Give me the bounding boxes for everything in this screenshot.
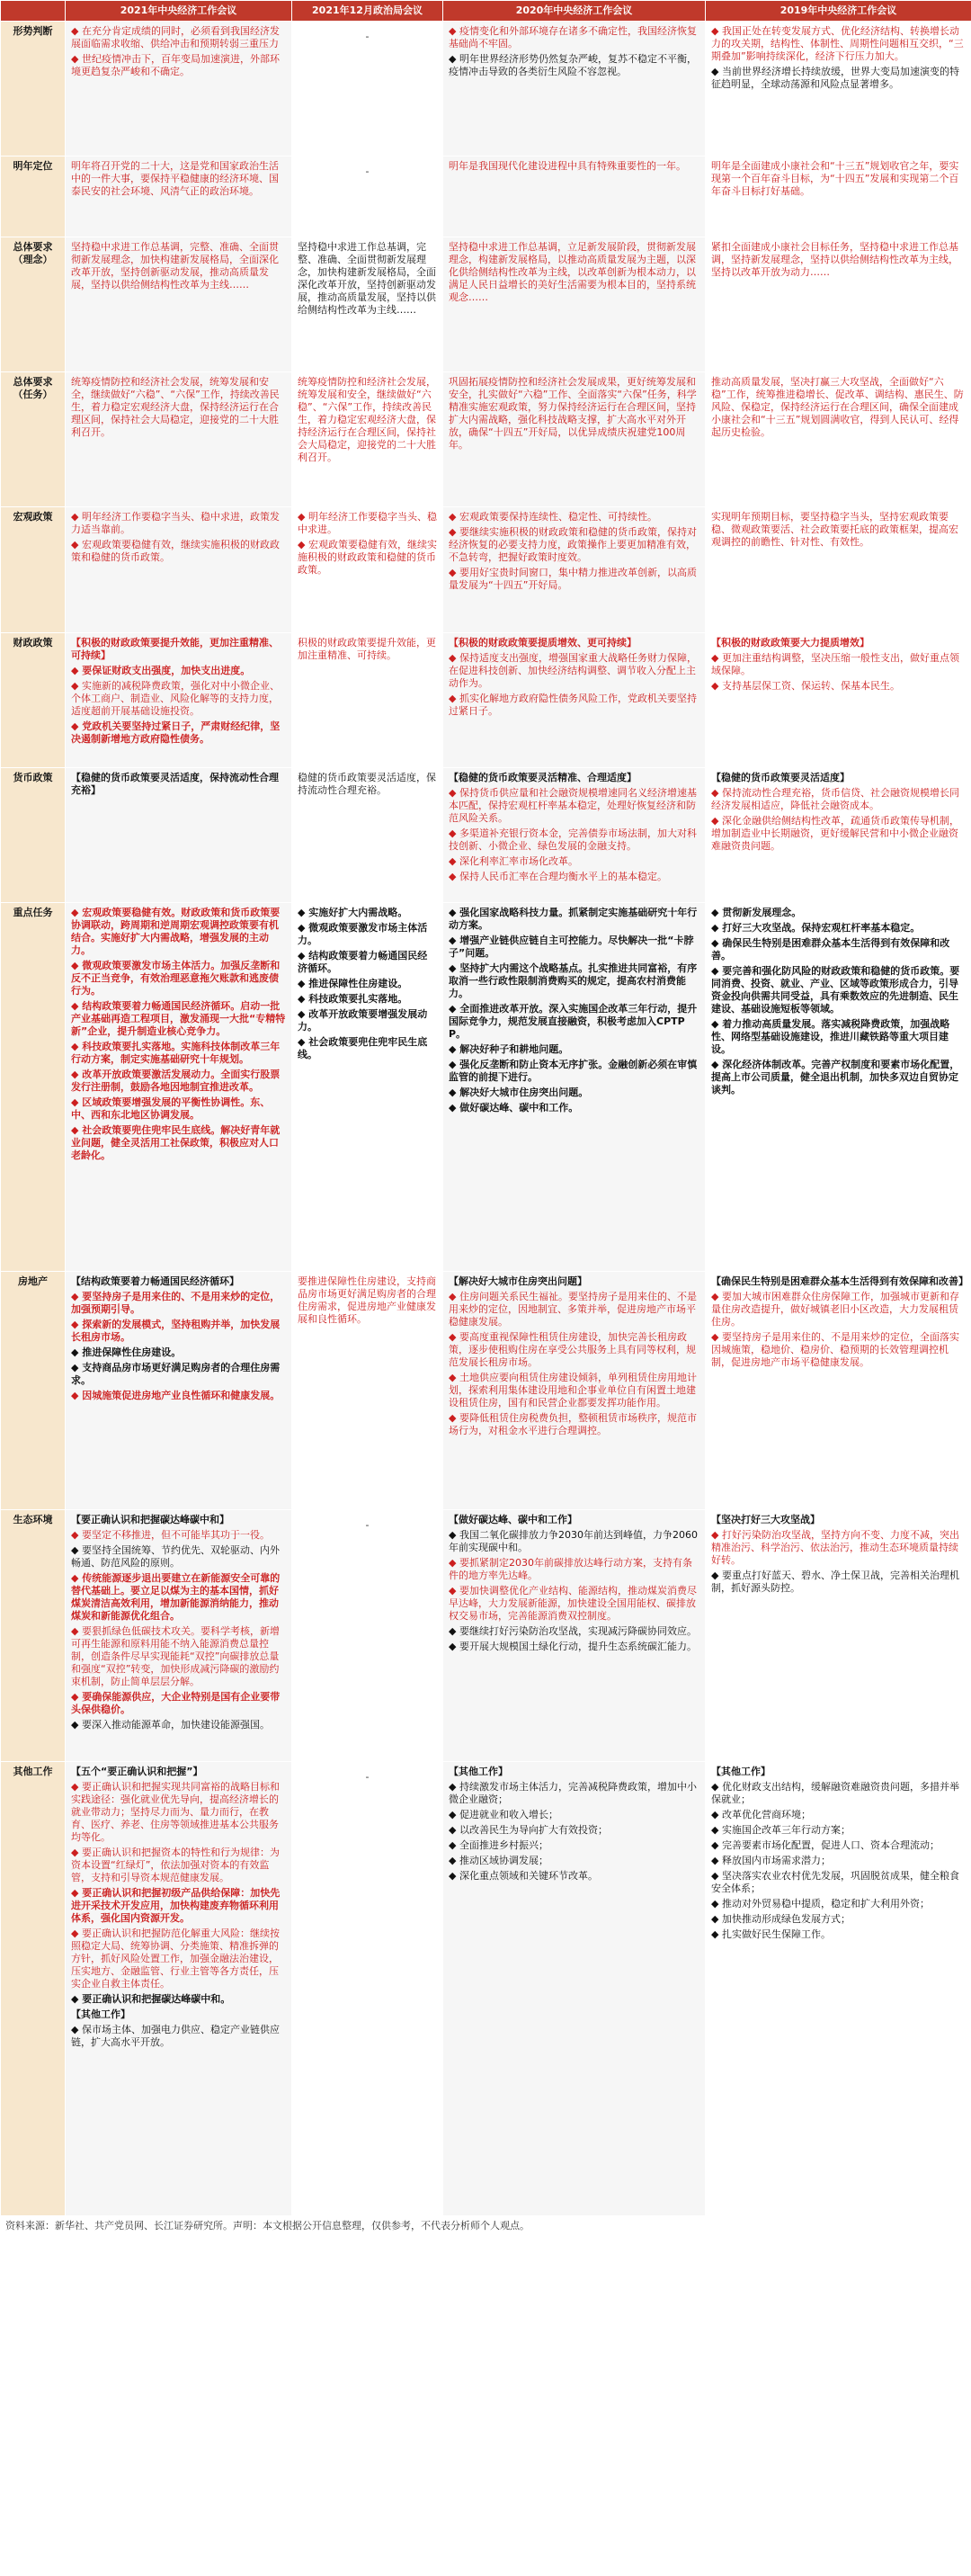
cell-text: 明年将召开党的二十大，这是党和国家政治生活中的一件大事，要保持平稳健康的经济环境、国泰民安的社会环境、风清气正的政治环境。 (71, 160, 279, 197)
cell-text: ◆ 土地供应要向租赁住房建设倾斜，单列租赁住房用地计划，探索利用集体建设用地和企事业单位自有闲置土地建设租赁住房，国有和民营企业都要发挥功能作用。 (449, 1372, 697, 1409)
cell-text: 【做好碳达峰、碳中和工作】 (449, 1514, 577, 1525)
cell-text: ◆ 打好污染防治攻坚战，坚持方向不变、力度不减，突出精准治污、科学治污、依法治污，推动生态环境质量持续好转。 (711, 1529, 959, 1566)
cell-2021-politburo (292, 1272, 443, 1510)
source-footnote: 资料来源：新华社、共产党员网、长江证券研究所。声明：本文根据公开信息整理，仅供参考，不代表分析师个人观点。 (5, 2220, 530, 2232)
cell-text: ◆ 解决好大城市住房突出问题。 (449, 1087, 589, 1098)
cell-2021-ceec (66, 1510, 292, 1762)
cell-text: ◆ 宏观政策要保持连续性、稳定性、可持续性。 (449, 511, 657, 523)
table-row (1, 1510, 971, 1762)
cell-text: 推动高质量发展，坚决打赢三大攻坚战，全面做好“六稳”工作，统筹推进稳增长、促改革、调结构、惠民生、防风险、保稳定，保持经济运行在合理区间，确保全面建成小康社会和“十三五”规划圆满收官，得到人民认可、经得起历史检验。 (711, 376, 964, 438)
cell-text: ◆ 宏观政策要稳健有效，继续实施积极的财政政策和稳健的货币政策。 (298, 539, 437, 576)
cell-text: ◆ 传统能源逐步退出要建立在新能源安全可靠的替代基础上。要立足以煤为主的基本国情，抓好煤炭清洁高效利用，增加新能源消纳能力，推动煤炭和新能源优化组合。 (71, 1572, 281, 1622)
cell-2020-ceec (443, 633, 706, 768)
cell-2020-ceec (443, 372, 706, 507)
cell-2020-ceec (443, 768, 706, 903)
cell-text: ◆ 要保证财政支出强度，加快支出进度。 (71, 665, 251, 676)
cell-2020-ceec (443, 157, 706, 237)
cell-text: 【五个“要正确认识和把握”】 (71, 1766, 203, 1777)
cell-text: ◆ 保市场主体、加强电力供应、稳定产业链供应链，扩大高水平开放。 (71, 2024, 280, 2048)
table-row (1, 903, 971, 1272)
cell-2021-politburo (292, 372, 443, 507)
cell-text: ◆ 保持流动性合理充裕，货币信贷、社会融资规模增长同经济发展相适应，降低社会融资成本。 (711, 787, 959, 811)
cell-text: ◆ 深化利率汇率市场化改革。 (449, 855, 578, 867)
cell-text: ◆ 多渠道补充银行资本金，完善债券市场法制，加大对科技创新、小微企业、绿色发展的金融支持。 (449, 827, 697, 852)
cell-text: ◆ 强化国家战略科技力量。抓紧制定实施基础研究十年行动方案。 (449, 907, 698, 931)
cell-text: ◆ 要继续打好污染防治攻坚战，实现减污降碳协同效应。 (449, 1625, 697, 1637)
cell-2020-ceec (443, 903, 706, 1272)
cell-2019-ceec (706, 768, 971, 903)
cell-text: ◆ 要加大城市困难群众住房保障工作，加强城市更新和存量住房改造提升，做好城镇老旧小区改造，大力发展租赁住房。 (711, 1291, 959, 1328)
cell-text: ◆ 持续激发市场主体活力，完善减税降费政策，增加中小微企业融资； (449, 1781, 697, 1805)
row-label: 总体要求（任务） (1, 372, 66, 507)
cell-text: ◆ 要正确认识和把握实现共同富裕的战略目标和实践途径：强化就业优先导向，提高经济增长的就业带动力；坚持尽力而为、量力而行，在教育、医疗、养老、住房等领域推进基本公共服务均等化。 (71, 1781, 280, 1843)
cell-text: ◆ 我国二氧化碳排放力争2030年前达到峰值，力争2060年前实现碳中和。 (449, 1529, 698, 1553)
cell-2020-ceec (443, 237, 706, 372)
cell-text: ◆ 着力推动高质量发展。落实减税降费政策，加强战略性、网络型基础设施建设，推进川藏铁路等重大项目建设。 (711, 1018, 950, 1055)
cell-text: ◆ 因城施策促进房地产业良性循环和健康发展。 (71, 1390, 281, 1401)
cell-text: 【确保民生特别是困难群众基本生活得到有效保障和改善】 (711, 1275, 968, 1287)
cell-text: ◆ 确保民生特别是困难群众基本生活得到有效保障和改善。 (711, 937, 950, 962)
cell-text: ◆ 推动区域协调发展； (449, 1855, 548, 1866)
cell-2021-politburo (292, 157, 443, 237)
cell-text: 明年是全面建成小康社会和“十三五”规划收官之年，要实现第一个百年奋斗目标，为“十四五”发展和实现第二个百年奋斗目标打好基础。 (711, 160, 959, 197)
cell-text: 【稳健的货币政策要灵活适度】 (711, 772, 850, 783)
row-label: 宏观政策 (1, 507, 66, 633)
cell-2019-ceec (706, 22, 971, 157)
cell-2020-ceec (443, 1762, 706, 2216)
cell-text: 紧扣全面建成小康社会目标任务，坚持稳中求进工作总基调，坚持新发展理念，坚持以供给侧结构性改革为主线，坚持以改革开放为动力…… (711, 241, 958, 278)
cell-text: ◆ 支持商品房市场更好满足购房者的合理住房需求。 (71, 1362, 281, 1386)
cell-text: ◆ 宏观政策要稳健有效。财政政策和货币政策要协调联动，跨周期和逆周期宏观调控政策要有机结合。实施好扩大内需战略，增强发展的主动力。 (71, 907, 281, 956)
cell-text: ◆ 结构政策要着力畅通国民经济循环。 (298, 950, 428, 974)
cell-text: ◆ 要狠抓绿色低碳技术攻关。要科学考核，新增可再生能源和原料用能不纳入能源消费总量控制，创造条件尽早实现能耗“双控”向碳排放总量和强度“双控”转变，加快形成减污降碳的激励约束机制，防止简单层层分解。 (71, 1625, 280, 1687)
cell-text: ◆ 疫情变化和外部环境存在诸多不确定性，我国经济恢复基础尚不牢固。 (449, 25, 697, 49)
row-label: 重点任务 (1, 903, 66, 1272)
cell-text: ◆ 推进保障性住房建设。 (71, 1346, 182, 1358)
row-label: 货币政策 (1, 768, 66, 903)
cell-text: ◆ 贯彻新发展理念。 (711, 907, 802, 918)
cell-text: ◆ 全面推进乡村振兴； (449, 1839, 548, 1851)
cell-text: ◆ 实施好扩大内需战略。 (298, 907, 408, 918)
cell-2021-ceec (66, 1272, 292, 1510)
cell-text: ◆ 要加快调整优化产业结构、能源结构，推动煤炭消费尽早达峰，大力发展新能源，加快建设全国用能权、碳排放权交易市场，完善能源消费双控制度。 (449, 1585, 697, 1622)
cell-2021-ceec (66, 22, 292, 157)
cell-text: ◆ 强化反垄断和防止资本无序扩张。金融创新必须在审慎监管的前提下进行。 (449, 1059, 698, 1083)
cell-text: ◆ 明年经济工作要稳字当头、稳中求进，政策发力适当靠前。 (71, 511, 280, 535)
cell-2019-ceec (706, 237, 971, 372)
cell-text: 巩固拓展疫情防控和经济社会发展成果，更好统筹发展和安全，扎实做好“六稳”工作、全面落实“六保”任务，科学精准实施宏观政策，努力保持经济运行在合理区间，坚持扩大内需战略，强化科技战略支撑，扩大高水平对外开放，确保“十四五”开好局，以优异成绩庆祝建党100周年。 (449, 376, 697, 451)
cell-text: ◆ 释放国内市场需求潜力； (711, 1855, 831, 1866)
cell-text: ◆ 推动对外贸易稳中提质，稳定和扩大利用外资； (711, 1898, 930, 1910)
cell-text: 要推进保障性住房建设，支持商品房市场更好满足购房者的合理住房需求，促进房地产业健康发展和良性循环。 (298, 1275, 436, 1325)
cell-text: ◆ 实施新的减税降费政策，强化对中小微企业、个体工商户、制造业、风险化解等的支持力度，适度超前开展基础设施投资。 (71, 680, 280, 717)
cell-text: ◆ 要用好宝贵时间窗口，集中精力推进改革创新，以高质量发展为“十四五”开好局。 (449, 567, 697, 591)
row-label: 明年定位 (1, 157, 66, 237)
cell-text: ◆ 宏观政策要稳健有效，继续实施积极的财政政策和稳健的货币政策。 (71, 539, 280, 563)
cell-2021-politburo (292, 1510, 443, 1762)
cell-text: ◆ 世纪疫情冲击下，百年变局加速演进，外部环境更趋复杂严峻和不确定。 (71, 53, 280, 77)
cell-text: 【其他工作】 (71, 2008, 130, 2020)
cell-2021-politburo (292, 768, 443, 903)
cell-text: ◆ 要深入推动能源革命，加快建设能源强国。 (71, 1719, 270, 1731)
cell-text: 实现明年预期目标，要坚持稳字当头，坚持宏观政策要稳、微观政策要活、社会政策要托底的政策框架，提高宏观调控的前瞻性、针对性、有效性。 (711, 511, 958, 548)
cell-2021-ceec (66, 507, 292, 633)
cell-text: ◆ 全面推进改革开放。深入实施国企改革三年行动，提升国际竞争力，规范发展直接融资，积极考虑加入CPTPP。 (449, 1003, 698, 1040)
cell-text: ◆ 区域政策要增强发展的平衡性协调性。东、中、西和东北地区协调发展。 (71, 1096, 271, 1121)
row-label: 房地产 (1, 1272, 66, 1510)
cell-text: ◆ 要坚持全国统筹、节约优先、双轮驱动、内外畅通、防范风险的原则。 (71, 1544, 280, 1569)
table-row (1, 507, 971, 633)
cell-text: ◆ 要正确认识和把握资本的特性和行为规律：为资本设置“红绿灯”，依法加强对资本的有效监管，支持和引导资本规范健康发展。 (71, 1847, 280, 1883)
cell-text: ◆ 要正确认识和把握初级产品供给保障：加快先进开采技术开发应用，加快构建废弃物循环利用体系，强化国内资源开发。 (71, 1887, 281, 1924)
cell-text: ◆ 要正确认识和把握碳达峰碳中和。 (71, 1993, 231, 2005)
cell-text: ◆ 以改善民生为导向扩大有效投资； (449, 1824, 608, 1836)
header-2020-ceec: 2020年中央经济工作会议 (443, 1, 706, 22)
cell-text: ◆ 我国正处在转变发展方式、优化经济结构、转换增长动力的攻关期，结构性、体制性、周期性问题相互交织，“三期叠加”影响持续深化，经济下行压力加大。 (711, 25, 964, 62)
cell-text: ◆ 要抓紧制定2030年前碳排放达峰行动方案，支持有条件的地方率先达峰。 (449, 1557, 692, 1581)
cell-text: - (365, 165, 370, 177)
cell-text: ◆ 在充分肯定成绩的同时，必须看到我国经济发展面临需求收缩、供给冲击和预期转弱三重压力 (71, 25, 280, 49)
cell-2021-ceec (66, 372, 292, 507)
cell-2019-ceec (706, 1272, 971, 1510)
cell-text: ◆ 加快推动形成绿色发展方式； (711, 1913, 851, 1925)
cell-text: ◆ 推进保障性住房建设。 (298, 978, 408, 989)
cell-text: ◆ 住房问题关系民生福祉。要坚持房子是用来住的、不是用来炒的定位，因地制宜、多策并举，促进房地产市场平稳健康发展。 (449, 1291, 697, 1328)
cell-text: ◆ 保持适度支出强度，增强国家重大战略任务财力保障，在促进科技创新、加快经济结构调整、调节收入分配上主动作为。 (449, 652, 697, 689)
cell-2021-politburo (292, 1762, 443, 2216)
cell-text: ◆ 优化财政支出结构，缓解融资难融资贵问题，多措并举保就业； (711, 1781, 959, 1805)
cell-2019-ceec (706, 157, 971, 237)
cell-text: ◆ 促进就业和收入增长； (449, 1809, 558, 1820)
cell-2020-ceec (443, 1510, 706, 1762)
cell-text: 积极的财政政策要提升效能，更加注重精准、可持续。 (298, 637, 436, 661)
cell-text: 明年是我国现代化建设进程中具有特殊重要性的一年。 (449, 160, 686, 172)
cell-text: ◆ 坚持扩大内需这个战略基点。扎实推进共同富裕，有序取消一些行政性限制消费购买的规定，提高农村消费能力。 (449, 962, 698, 999)
cell-text: ◆ 要继续实施积极的财政政策和稳健的货币政策，保持对经济恢复的必要支持力度，政策操作上要更加精准有效，不急转弯，把握好政策时度效。 (449, 526, 697, 563)
cell-text: ◆ 要确保能源供应，大企业特别是国有企业要带头保供稳价。 (71, 1691, 281, 1715)
cell-2021-ceec (66, 1762, 292, 2216)
header-2021-ceec: 2021年中央经济工作会议 (66, 1, 292, 22)
cell-text: ◆ 当前世界经济增长持续放缓，世界大变局加速演变的特征趋明显，全球动荡源和风险点显著增多。 (711, 66, 959, 90)
cell-text: ◆ 社会政策要兜住兜牢民生底线。 (298, 1036, 428, 1060)
cell-2020-ceec (443, 507, 706, 633)
cell-2020-ceec (443, 22, 706, 157)
row-label: 总体要求（理念） (1, 237, 66, 372)
cell-text: - (365, 31, 370, 42)
cell-text: ◆ 要重点打好蓝天、碧水、净土保卫战，完善相关治理机制，抓好源头防控。 (711, 1570, 959, 1594)
cell-2021-politburo (292, 22, 443, 157)
cell-text: - (365, 1771, 370, 1783)
cell-text: ◆ 要高度重视保障性租赁住房建设，加快完善长租房政策，逐步使租购住房在享受公共服务上具有同等权利，规范发展长租房市场。 (449, 1331, 696, 1368)
table-row (1, 22, 971, 157)
table-row (1, 768, 971, 903)
cell-2019-ceec (706, 1510, 971, 1762)
cell-text: 【坚决打好三大攻坚战】 (711, 1514, 820, 1525)
header-2019-ceec: 2019年中央经济工作会议 (706, 1, 971, 22)
cell-text: ◆ 扎实做好民生保障工作。 (711, 1928, 831, 1940)
cell-text: ◆ 科技政策要扎实落地。 (298, 993, 408, 1005)
cell-text: ◆ 实施国企改革三年行动方案； (711, 1824, 851, 1836)
cell-2021-ceec (66, 633, 292, 768)
cell-text: ◆ 探索新的发展模式，坚持租购并举，加快发展长租房市场。 (71, 1319, 281, 1343)
cell-2021-politburo (292, 633, 443, 768)
cell-text: ◆ 改革优化营商环境； (711, 1809, 811, 1820)
cell-text: ◆ 要坚定不移推进，但不可能毕其功于一役。 (71, 1529, 270, 1541)
cell-text: ◆ 深化重点领域和关键环节改革。 (449, 1870, 598, 1882)
row-label: 财政政策 (1, 633, 66, 768)
cell-2021-ceec (66, 157, 292, 237)
cell-2019-ceec (706, 633, 971, 768)
header-corner (1, 1, 66, 22)
cell-text: 统筹疫情防控和经济社会发展，统筹发展和安全，继续做好“六稳”、“六保”工作，持续改善民生，着力稳定宏观经济大盘，保持经济运行在合理区间，保持社会大局稳定，迎接党的二十大胜利召开。 (71, 376, 280, 438)
cell-text: ◆ 微观政策要激发市场主体活力。 (298, 922, 428, 946)
cell-text: ◆ 社会政策要兜住兜牢民生底线。解决好青年就业问题，健全灵活用工社保政策，积极应对人口老龄化。 (71, 1124, 281, 1161)
cell-2019-ceec (706, 372, 971, 507)
cell-2021-politburo (292, 507, 443, 633)
cell-text: ◆ 坚决落实农业农村优先发展，巩固脱贫成果，健全粮食安全体系； (711, 1870, 959, 1894)
cell-text: 坚持稳中求进工作总基调，立足新发展阶段，贯彻新发展理念，构建新发展格局，以推动高质量发展为主题，以深化供给侧结构性改革为主线，以改革创新为根本动力，以满足人民日益增长的美好生活需要为根本目的，坚持系统观念…… (449, 241, 696, 303)
cell-2019-ceec (706, 903, 971, 1272)
cell-text: ◆ 深化经济体制改革。完善产权制度和要素市场化配置，提高上市公司质量，健全退出机制，加快多双边自贸协定谈判。 (711, 1059, 960, 1096)
cell-2021-ceec (66, 768, 292, 903)
cell-text: 坚持稳中求进工作总基调，完整、准确、全面贯彻新发展理念，加快构建新发展格局，全面深化改革开放，坚持创新驱动发展，推动高质量发展，坚持以供给侧结构性改革为主线…… (298, 241, 436, 316)
header-row (1, 1, 971, 22)
table-row (1, 633, 971, 768)
cell-text: ◆ 改革开放政策要增强发展动力。 (298, 1008, 428, 1033)
row-label: 生态环境 (1, 1510, 66, 1762)
table-row (1, 1762, 971, 2216)
cell-text: ◆ 保持人民币汇率在合理均衡水平上的基本稳定。 (449, 871, 667, 882)
cell-text: 统筹疫情防控和经济社会发展，统筹发展和安全，继续做好“六稳”、“六保”工作，持续改善民生，着力稳定宏观经济大盘，保持经济运行在合理区间，保持社会大局稳定，迎接党的二十大胜利召开。 (298, 376, 436, 463)
cell-text: ◆ 支持基层保工资、保运转、保基本民生。 (711, 680, 900, 692)
cell-text: ◆ 打好三大攻坚战。保持宏观杠杆率基本稳定。 (711, 922, 921, 934)
cell-text: 稳健的货币政策要灵活适度，保持流动性合理充裕。 (298, 772, 436, 796)
cell-text: ◆ 明年经济工作要稳字当头、稳中求进。 (298, 511, 437, 535)
table-row (1, 157, 971, 237)
cell-2021-ceec (66, 903, 292, 1272)
cell-text: ◆ 要开展大规模国土绿化行动，提升生态系统碳汇能力。 (449, 1641, 697, 1652)
cell-text: ◆ 解决好种子和耕地问题。 (449, 1043, 569, 1055)
cell-text: 【其他工作】 (449, 1766, 508, 1777)
cell-text: ◆ 要降低租赁住房税费负担，整顿租赁市场秩序，规范市场行为，对租金水平进行合理调控。 (449, 1412, 697, 1436)
cell-text: ◆ 要坚持房子是用来住的、不是用来炒的定位，加强预期引导。 (71, 1291, 281, 1315)
cell-text: ◆ 微观政策要激发市场主体活力。加强反垄断和反不正当竞争，有效治理恶意拖欠账款和逃废债行为。 (71, 960, 281, 997)
cell-text: ◆ 科技政策要扎实落地。实施科技体制改革三年行动方案，制定实施基础研究十年规划。 (71, 1041, 281, 1065)
table-row (1, 1272, 971, 1510)
cell-text: 【稳健的货币政策要灵活精准、合理适度】 (449, 772, 637, 783)
table-row (1, 237, 971, 372)
cell-2019-ceec (706, 507, 971, 633)
cell-2020-ceec (443, 1272, 706, 1510)
cell-text: ◆ 更加注重结构调整，坚决压缩一般性支出，做好重点领域保障。 (711, 652, 959, 676)
cell-text: - (365, 1519, 370, 1531)
header-2021-politburo: 2021年12月政治局会议 (292, 1, 443, 22)
cell-text: 【积极的财政政策要大力提质增效】 (711, 637, 869, 648)
cell-text: ◆ 深化金融供给侧结构性改革，疏通货币政策传导机制，增加制造业中长期融资，更好缓解民营和中小微企业融资难融资贵问题。 (711, 815, 959, 852)
cell-text: ◆ 要完善和强化防风险的财政政策和稳健的货币政策。要同消费、投资、就业、产业、区域等政策形成合力，引导资金投向供需共同受益，具有乘数效应的先进制造、民生建设、基础设施短板等领域。 (711, 965, 960, 1015)
cell-text: 【其他工作】 (711, 1766, 771, 1777)
cell-text: 【稳健的货币政策要灵活适度，保持流动性合理充裕】 (71, 772, 279, 796)
cell-text: 【积极的财政政策要提质增效、更可持续】 (449, 637, 637, 648)
cell-text: ◆ 增强产业链供应链自主可控能力。尽快解决一批“卡脖子”问题。 (449, 935, 694, 959)
cell-2021-politburo (292, 903, 443, 1272)
row-label: 其他工作 (1, 1762, 66, 2216)
table-row (1, 372, 971, 507)
cell-text: ◆ 结构政策要着力畅通国民经济循环。启动一批产业基础再造工程项目，激发涌现一大批“专精特新”企业，提升制造业核心竞争力。 (71, 1000, 286, 1037)
cell-text: 【积极的财政政策要提升效能，更加注重精准、可持续】 (71, 637, 279, 661)
cell-2019-ceec (706, 1762, 971, 2216)
cell-text: 【要正确认识和把握碳达峰碳中和】 (71, 1514, 229, 1525)
cell-text: 【结构政策要着力畅通国民经济循环】 (71, 1275, 239, 1287)
cell-text: ◆ 保持货币供应量和社会融资规模增速同名义经济增速基本匹配，保持宏观杠杆率基本稳定，处理好恢复经济和防范风险关系。 (449, 787, 697, 824)
cell-2021-ceec (66, 237, 292, 372)
cell-text: ◆ 党政机关要坚持过紧日子，严肃财经纪律，坚决遏制新增地方政府隐性债务。 (71, 720, 281, 745)
cell-2021-politburo (292, 237, 443, 372)
cell-text: ◆ 完善要素市场化配置，促进人口、资本合理流动； (711, 1839, 940, 1851)
cell-text: ◆ 做好碳达峰、碳中和工作。 (449, 1102, 579, 1114)
cell-text: ◆ 抓实化解地方政府隐性债务风险工作，党政机关要坚持过紧日子。 (449, 693, 697, 717)
cell-text: 坚持稳中求进工作总基调，完整、准确、全面贯彻新发展理念，加快构建新发展格局，全面深化改革开放，坚持创新驱动发展，推动高质量发展，坚持以供给侧结构性改革为主线…… (71, 241, 279, 291)
cell-text: ◆ 改革开放政策要激活发展动力。全面实行股票发行注册制，鼓励各地因地制宜推进改革。 (71, 1069, 281, 1093)
row-label: 形势判断 (1, 22, 66, 157)
cell-text: ◆ 要坚持房子是用来住的、不是用来炒的定位，全面落实因城施策，稳地价、稳房价、稳预期的长效管理调控机制，促进房地产市场平稳健康发展。 (711, 1331, 959, 1368)
cell-text: ◆ 要正确认识和把握防范化解重大风险：继续按照稳定大局、统筹协调、分类施策、精准拆弹的方针，抓好风险处置工作，加强金融法治建设，压实地方、金融监管、行业主管等各方责任，压实企业自救主体责任。 (71, 1928, 280, 1990)
cell-text: ◆ 明年世界经济形势仍然复杂严峻，复苏不稳定不平衡，疫情冲击导致的各类衍生风险不容忽视。 (449, 53, 697, 77)
cell-text: 【解决好大城市住房突出问题】 (449, 1275, 587, 1287)
